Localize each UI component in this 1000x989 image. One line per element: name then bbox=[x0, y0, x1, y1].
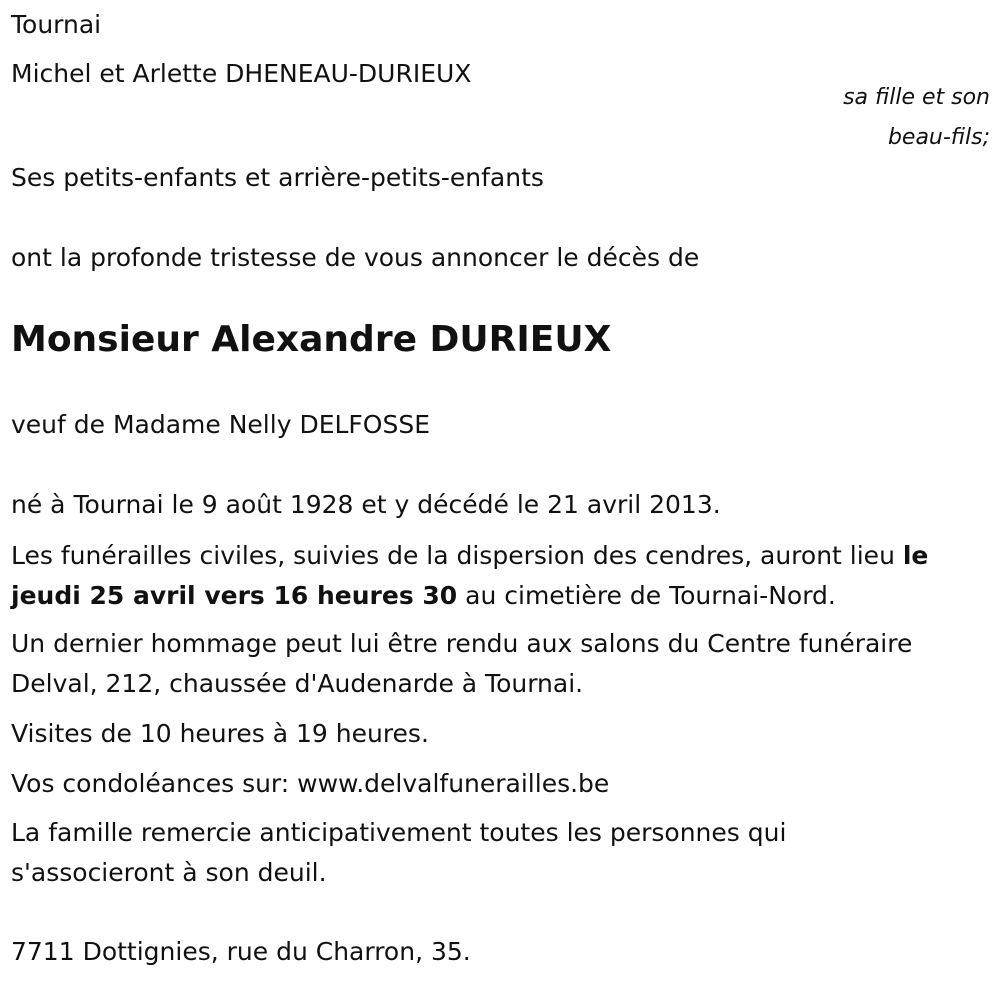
widower-line: veuf de Madame Nelly DELFOSSE bbox=[11, 410, 431, 439]
birth-death-line: né à Tournai le 9 août 1928 et y décédé le 21 avril 2013. bbox=[11, 490, 721, 519]
grandchildren-line: Ses petits-enfants et arrière-petits-enfants bbox=[11, 163, 544, 192]
funeral-place: au cimetière de Tournai-Nord. bbox=[457, 581, 836, 610]
funeral-paragraph bbox=[11, 536, 986, 616]
visits-line: Visites de 10 heures à 19 heures. bbox=[11, 719, 429, 748]
deceased-name: Monsieur Alexandre DURIEUX bbox=[11, 319, 612, 360]
announcement-line: ont la profonde tristesse de vous annoncer le décès de bbox=[11, 243, 700, 272]
relation-line-2: beau-fils; bbox=[887, 125, 990, 150]
relation-line-1: sa fille et son bbox=[843, 85, 990, 110]
city-line: Tournai bbox=[11, 10, 102, 39]
thanks-paragraph: La famille remercie anticipativement toutes les personnes qui s'associeront à son deuil. bbox=[11, 818, 787, 887]
address-line: 7711 Dottignies, rue du Charron, 35. bbox=[11, 937, 471, 966]
parents-line: Michel et Arlette DHENEAU-DURIEUX bbox=[11, 59, 472, 88]
condolences-line: Vos condoléances sur: www.delvalfunerailles.be bbox=[11, 769, 610, 798]
funeral-intro: Les funérailles civiles, suivies de la dispersion des cendres, auront lieu bbox=[11, 541, 903, 570]
funeral-date: le jeudi 25 avril vers 16 heures 30 bbox=[11, 541, 929, 610]
tribute-paragraph: Un dernier hommage peut lui être rendu aux salons du Centre funéraire Delval, 212, chaussée d'Audenarde à Tournai. bbox=[11, 629, 913, 698]
